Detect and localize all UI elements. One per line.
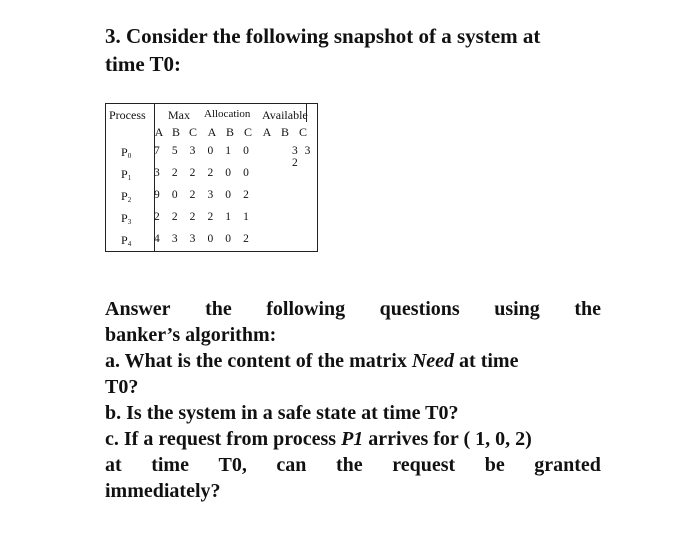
table-subheader-row: [106, 125, 317, 140]
answer-intro-line-2: banker’s algorithm:: [105, 324, 277, 346]
table-row: [106, 167, 317, 183]
process-label: $P_0$: [121, 145, 132, 160]
process-label: $P_4$: [121, 233, 132, 248]
question-b: b. Is the system in a safe state at time T0?: [105, 402, 459, 424]
table-row: [106, 233, 317, 249]
question-line-2: time T0:: [105, 52, 182, 76]
table-row: [106, 145, 317, 169]
question-a: a. What is the content of the matrix Need at time: [105, 350, 519, 372]
row-values: 9 0 2 3 0 2: [154, 189, 254, 201]
header-allocation: Allocation: [204, 108, 251, 120]
row-values: 7 5 3 0 1 0: [154, 145, 254, 157]
table-header-row: [106, 108, 317, 124]
process-label: $P_3$: [121, 211, 132, 226]
row-values: 3 2 2 2 0 0: [154, 167, 254, 179]
answer-intro-line-1: Answer the following questions using the: [105, 298, 601, 320]
subheader-cell: A: [262, 125, 272, 139]
question-a-line-2: T0?: [105, 376, 139, 398]
header-max: Max: [168, 108, 190, 122]
question-c: c. If a request from process P1 arrives for ( 1, 0, 2): [105, 428, 532, 450]
subheader-cell: C: [243, 125, 252, 139]
question-c-line-2: at time T0, can the request be granted: [105, 454, 601, 476]
available-values: 3 3 2: [292, 145, 313, 169]
process-label: $P_1$: [121, 167, 132, 182]
process-label: $P_2$: [121, 189, 132, 204]
row-values: 4 3 3 0 0 2: [154, 233, 254, 245]
subheader-cell: C: [298, 125, 307, 139]
table-row: [106, 211, 317, 227]
answer-block: [105, 296, 605, 504]
subheader-cell: C: [188, 125, 197, 139]
subheader-cell: B: [280, 125, 289, 139]
subheader-cell: B: [171, 125, 180, 139]
snapshot-table: [105, 103, 318, 252]
header-available: Available: [262, 108, 308, 122]
subheader-cell: B: [225, 125, 234, 139]
question-line-1: 3. Consider the following snapshot of a system at: [105, 24, 541, 48]
table-row: [106, 189, 317, 205]
subheader-cell: A: [207, 125, 217, 139]
header-process: Process: [109, 108, 146, 122]
question-c-line-3: immediately?: [105, 480, 221, 502]
row-values: 2 2 2 2 1 1: [154, 211, 254, 223]
question-heading: [105, 22, 605, 78]
subheader-cell: A: [154, 125, 164, 139]
